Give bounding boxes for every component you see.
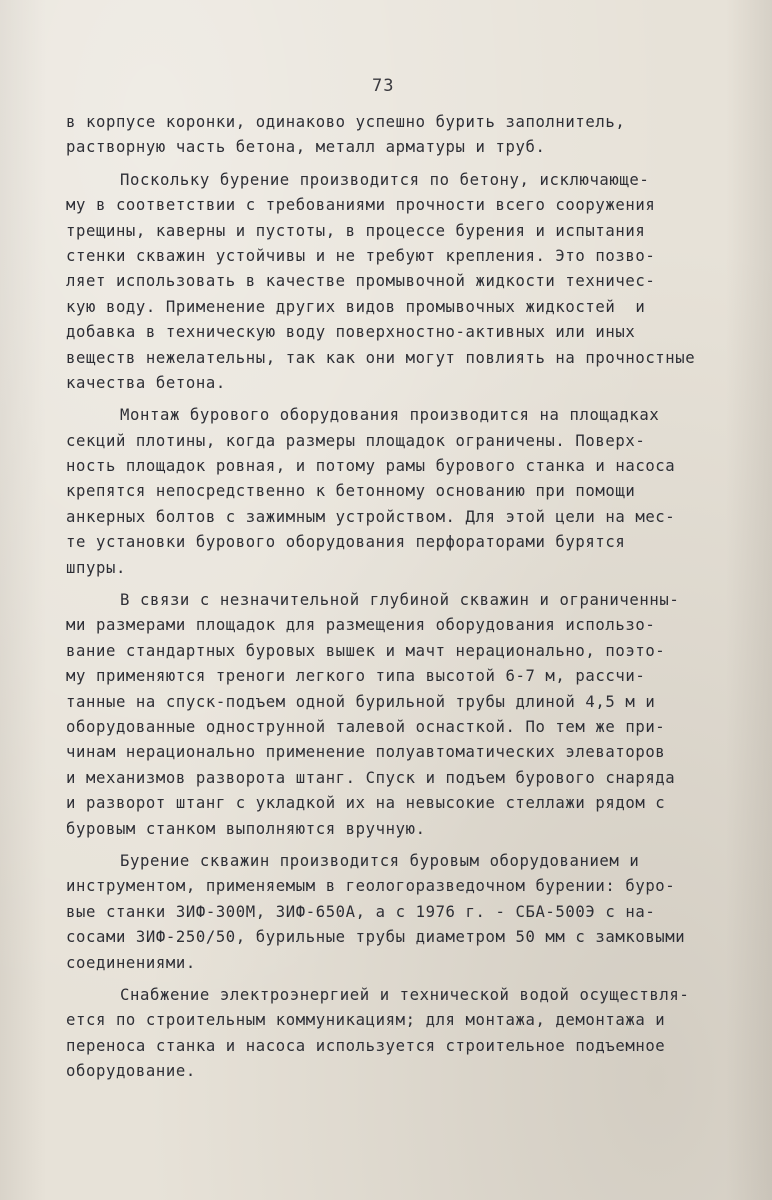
text-line: трещины, каверны и пустоты, в процессе бурения и испытания xyxy=(66,221,646,240)
text-line: ность площадок ровная, и потому рамы бурового станка и насоса xyxy=(66,457,676,476)
text-line: растворную часть бетона, металл арматуры и труб. xyxy=(66,138,546,157)
text-line: кую воду. Применение других видов промывочных жидкостей и xyxy=(66,297,646,316)
page-number: 73 xyxy=(372,76,395,96)
paragraph xyxy=(66,168,756,397)
text-line: соединениями. xyxy=(66,953,196,972)
text-line: инструментом, применяемым в геологоразведочном бурении: буро- xyxy=(66,877,676,896)
text-line: добавка в техническую воду поверхностно-активных или иных xyxy=(66,323,636,342)
text-line: В связи с незначительной глубиной скважин и ограниченны- xyxy=(120,591,680,610)
text-line: секций плотины, когда размеры площадок ограничены. Поверх- xyxy=(66,431,646,450)
text-line: сосами ЗИФ-250/50, бурильные трубы диаметром 50 мм с замковыми xyxy=(66,928,686,947)
paragraph xyxy=(66,588,756,842)
text-line: Бурение скважин производится буровым оборудованием и xyxy=(120,851,640,870)
text-line: те установки бурового оборудования перфораторами бурятся xyxy=(66,533,626,552)
text-line: Поскольку бурение производится по бетону, исключающе- xyxy=(120,170,650,189)
paragraph xyxy=(66,403,756,581)
text-line: крепятся непосредственно к бетонному основанию при помощи xyxy=(66,482,636,501)
text-line: анкерных болтов с зажимным устройством. Для этой цели на мес- xyxy=(66,507,676,526)
text-line: ми размерами площадок для размещения оборудования использо- xyxy=(66,616,656,635)
text-line: му в соответствии с требованиями прочности всего сооружения xyxy=(66,196,656,215)
text-line: ляет использовать в качестве промывочной жидкости техничес- xyxy=(66,272,656,291)
text-line: шпуры. xyxy=(66,558,126,577)
paragraph xyxy=(66,849,756,976)
text-line: веществ нежелательны, так как они могут повлиять на прочностные xyxy=(66,348,696,367)
text-line: оборудование. xyxy=(66,1062,196,1081)
text-line: вание стандартных буровых вышек и мачт нерационально, поэто- xyxy=(66,641,666,660)
text-line: буровым станком выполняются вручную. xyxy=(66,819,426,838)
page-body xyxy=(66,110,756,1084)
text-line: му применяются треноги легкого типа высотой 6-7 м, рассчи- xyxy=(66,667,646,686)
text-line: вые станки ЗИФ-300М, ЗИФ-650А, а с 1976 г. - СБА-500Э с на- xyxy=(66,902,656,921)
text-line: ется по строительным коммуникациям; для монтажа, демонтажа и xyxy=(66,1011,666,1030)
text-line: чинам нерационально применение полуавтоматических элеваторов xyxy=(66,743,666,762)
text-line: в корпусе коронки, одинаково успешно бурить заполнитель, xyxy=(66,113,626,131)
text-line: оборудованные однострунной талевой оснасткой. По тем же при- xyxy=(66,717,666,736)
text-line: и механизмов разворота штанг. Спуск и подъем бурового снаряда xyxy=(66,768,676,787)
text-line: Снабжение электроэнергией и технической водой осуществля- xyxy=(120,985,690,1004)
text-line: переноса станка и насоса используется строительное подъемное xyxy=(66,1036,666,1055)
text-line: танные на спуск-подъем одной бурильной трубы длиной 4,5 м и xyxy=(66,692,656,711)
text-line: Монтаж бурового оборудования производится на площадках xyxy=(120,406,660,425)
text-line: качества бетона. xyxy=(66,373,226,392)
text-line: стенки скважин устойчивы и не требуют крепления. Это позво- xyxy=(66,246,656,265)
paragraph xyxy=(66,110,756,161)
paragraph xyxy=(66,983,756,1085)
text-line: и разворот штанг с укладкой их на невысокие стеллажи рядом с xyxy=(66,794,666,813)
